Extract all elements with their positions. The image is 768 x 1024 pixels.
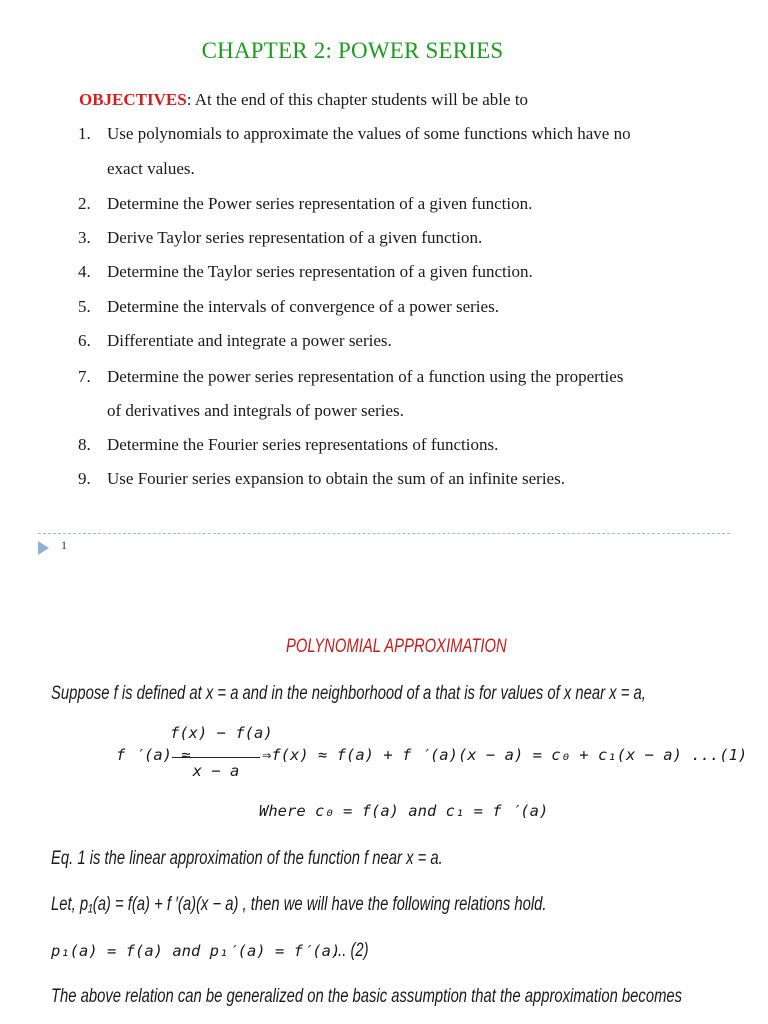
objective-item-continuation: exact values. <box>107 159 195 178</box>
section-title: POLYNOMIAL APPROXIMATION <box>286 636 507 657</box>
play-marker-icon <box>38 541 49 555</box>
objective-item: 2. Determine the Power series representation of a given function. <box>78 194 533 213</box>
page-divider <box>38 533 730 534</box>
objective-item: 4. Determine the Taylor series representation of a given function. <box>78 262 533 281</box>
chapter-title: CHAPTER 2: POWER SERIES <box>201 38 504 63</box>
page-number: 1 <box>61 538 67 552</box>
objective-item: 7. Determine the power series representation of a function using the properties <box>78 367 624 386</box>
objective-item: 8. Determine the Fourier series representations of functions. <box>78 435 499 454</box>
linear-approximation-note: Eq. 1 is the linear approximation of the function f near x = a. <box>51 848 443 869</box>
equation-1-rhs: ⇒f(x) ≈ f(a) + f ′(a)(x − a) = c₀ + c₁(x − a) ...(1) <box>262 746 748 764</box>
where-line: Where c₀ = f(a) and c₁ = f ′(a) <box>259 802 549 820</box>
fraction-bar <box>172 757 260 758</box>
objectives-label: OBJECTIVES <box>79 90 187 109</box>
objective-item: 9. Use Fourier series expansion to obtain the sum of an infinite series. <box>78 469 565 488</box>
objective-item: 6. Differentiate and integrate a power series. <box>78 331 392 350</box>
equation-1-numerator: f(x) − f(a) <box>170 724 273 742</box>
objectives-intro <box>79 90 528 110</box>
objectives-intro-text: : At the end of this chapter students will be able to <box>186 90 529 109</box>
suppose-paragraph: Suppose f is defined at x = a and in the neighborhood of a that is for values of x near x = a, <box>51 683 646 704</box>
equation-2: p₁(a) = f(a) and p₁′(a) = f′(a) <box>51 942 341 960</box>
objective-item: 1. Use polynomials to approximate the values of some functions which have no <box>78 124 631 143</box>
objective-item-continuation: of derivatives and integrals of power series. <box>107 401 404 420</box>
equation-2-tag: ... (2) <box>334 940 369 961</box>
let-paragraph: Let, p₁(a) = f(a) + f ′(a)(x − a) , then we will have the following relations hold. <box>51 894 547 915</box>
objective-item: 3. Derive Taylor series representation of a given function. <box>78 228 483 247</box>
objective-item: 5. Determine the intervals of convergence of a power series. <box>78 297 499 316</box>
equation-1-denominator: x − a <box>192 762 240 780</box>
equation-1-lhs: f ′(a) ≈ <box>116 746 191 764</box>
generalized-paragraph: The above relation can be generalized on the basic assumption that the approximation becomes <box>51 986 683 1007</box>
